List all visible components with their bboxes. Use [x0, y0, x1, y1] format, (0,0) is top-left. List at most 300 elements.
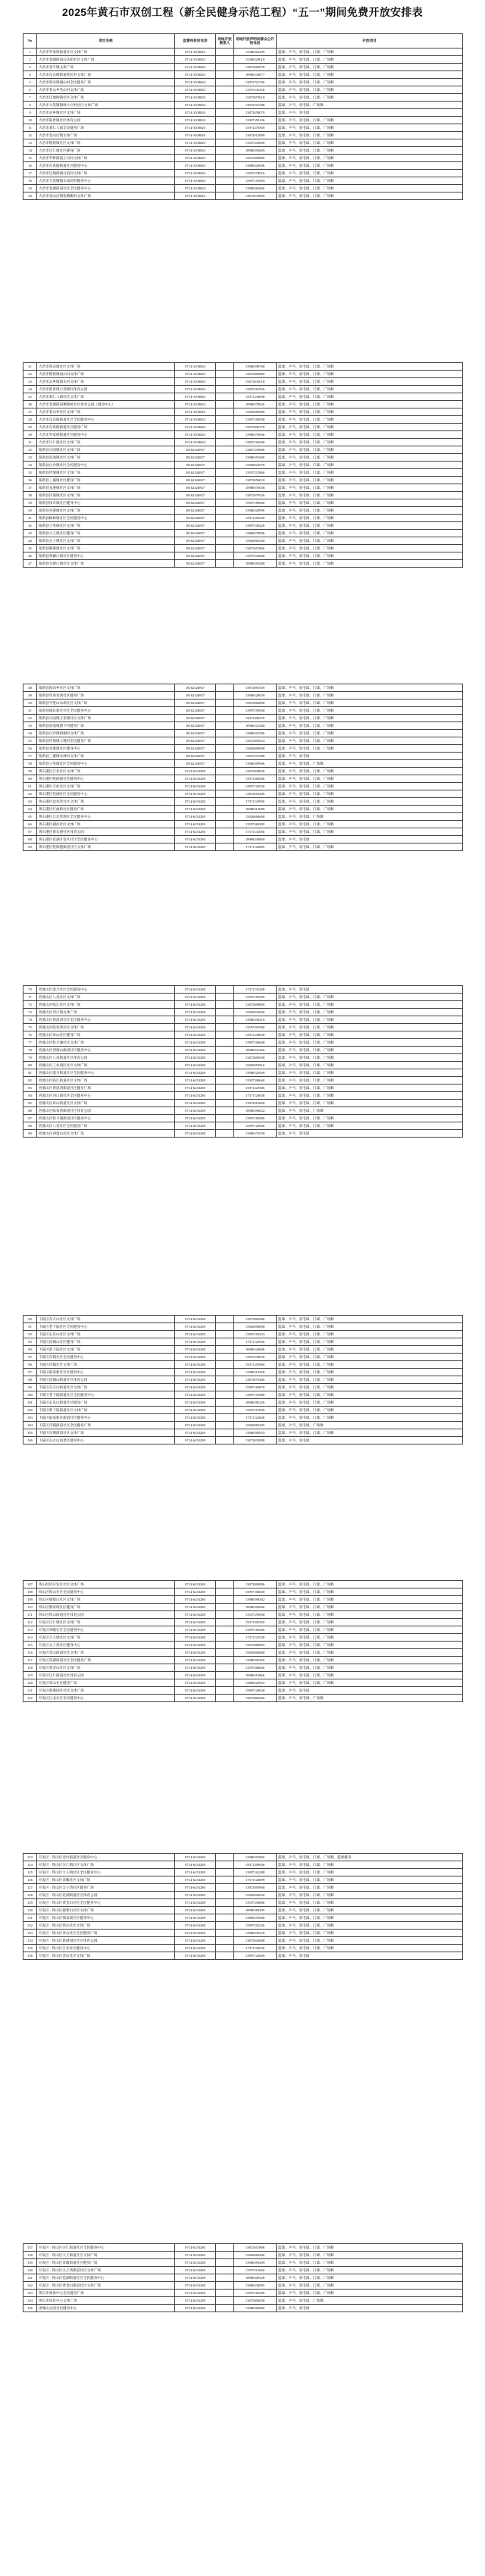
- cell-project: 篮球、乒乓、羽毛球、门球、广场舞: [277, 94, 463, 102]
- cell-no: 102: [23, 1407, 37, 1414]
- cell-no: 81: [23, 1069, 37, 1077]
- table-row: [23, 684, 463, 692]
- cell-phone: 15826920630: [234, 1892, 277, 1899]
- cell-no: 128: [23, 1892, 37, 1899]
- cell-person: [216, 1899, 234, 1907]
- cell-project: 篮球、乒乓、羽毛球、门球、广场舞: [277, 737, 463, 745]
- cell-no: 133: [23, 1930, 37, 1937]
- cell-tel: 18162326837: [175, 745, 216, 753]
- cell-project: 篮球、乒乓、羽毛球、门球、广场舞: [277, 768, 463, 775]
- cell-project: 篮球、乒乓、羽毛球、门球、广场舞、篮球健身: [277, 1854, 463, 1861]
- cell-project: 篮球、乒乓、羽毛球: [277, 753, 463, 760]
- cell-project: 篮球、乒乓、羽毛球、门球、广场舞: [277, 1054, 463, 1062]
- cell-name: 阳新县枫林镇社区全民健身中心: [37, 515, 175, 522]
- cell-phone: 15997155003: [234, 177, 277, 185]
- cell-person: [216, 439, 234, 446]
- cell-no: 57: [23, 753, 37, 760]
- cell-project: 篮球、乒乓、羽毛球: [277, 1130, 463, 1138]
- cell-tel: 0714-3108020: [175, 177, 216, 185]
- cell-name: 西塞山区八泉街道社区体育公园: [37, 1054, 175, 1062]
- cell-phone: 15872009880: [234, 155, 277, 162]
- cell-tel: 18162326837: [175, 492, 216, 499]
- cell-project: 篮球、乒乓、羽毛球、门球、广场舞: [277, 560, 463, 568]
- cell-no: 104: [23, 1422, 37, 1429]
- cell-phone: 15071206578: [234, 715, 277, 722]
- cell-tel: 0714-3108020: [175, 86, 216, 94]
- cell-name: 开发区 · 铁山区太子湾街道社区文体广场: [37, 2267, 175, 2274]
- table-row: [23, 1914, 463, 1922]
- cell-tel: 0714-6233280: [175, 1062, 216, 1069]
- cell-name: 开发区 · 铁山区金山社区文体广场: [37, 1952, 175, 1960]
- cell-project: 篮球、乒乓、羽毛球、门球、广场舞: [277, 170, 463, 177]
- table-row: [23, 715, 463, 722]
- cell-name: 铁山区铁山社区全民健身中心: [37, 1588, 175, 1596]
- cell-person: [216, 192, 234, 200]
- cell-tel: 0714-6233280: [175, 1861, 216, 1869]
- cell-project: 篮球、乒乓、羽毛球、门球、广场舞: [277, 1016, 463, 1024]
- cell-project: 篮球、乒乓、羽毛球、门球、广场舞: [277, 117, 463, 124]
- table-row: [23, 1039, 463, 1047]
- cell-no: 55: [23, 737, 37, 745]
- cell-tel: 0714-6233280: [175, 1679, 216, 1687]
- cell-person: [216, 1384, 234, 1391]
- cell-project: 篮球、乒乓、羽毛球、门球、广场舞: [277, 56, 463, 64]
- table-row: [23, 783, 463, 790]
- cell-phone: 15071209836: [234, 1861, 277, 1869]
- cell-project: 篮球、乒乓、羽毛球、门球、广场舞: [277, 1031, 463, 1039]
- cell-tel: 0714-6233280: [175, 1414, 216, 1422]
- cell-phone: 15071205369: [234, 1619, 277, 1626]
- table-row: [23, 1892, 463, 1899]
- cell-no: 24: [23, 386, 37, 393]
- cell-name: 西塞山区临江社区文体广场: [37, 1001, 175, 1009]
- cell-tel: 0714-6233280: [175, 1437, 216, 1445]
- cell-project: 篮球、乒乓、羽毛球、门球、广场舞: [277, 692, 463, 700]
- cell-project: 篮球、乒乓、羽毛球、门球、广场舞: [277, 2267, 463, 2274]
- cell-person: [216, 692, 234, 700]
- cell-name: 阳新县黄颡口镇社区健身中心: [37, 552, 175, 560]
- cell-phone: 13597215669: [234, 2267, 277, 2274]
- cell-name: 开发区 · 铁山区黄金山街道社区文体广场: [37, 2282, 175, 2290]
- cell-tel: 0714-6233280: [175, 2290, 216, 2297]
- cell-project: 篮球、乒乓、羽毛球、门球、广场舞: [277, 1384, 463, 1391]
- cell-project: 篮球、乒乓、羽毛球: [277, 1687, 463, 1695]
- cell-person: [216, 499, 234, 507]
- cell-phone: 13997182689: [234, 1115, 277, 1122]
- cell-no: 28: [23, 416, 37, 424]
- cell-phone: 13872062886: [234, 1316, 277, 1323]
- table-row: [23, 745, 463, 753]
- cell-person: [216, 1115, 234, 1122]
- cell-name: 下陆区陆家新区街道社区健身中心: [37, 1414, 175, 1422]
- table-row: [23, 2259, 463, 2267]
- table-row: [23, 507, 463, 515]
- cell-no: 50: [23, 700, 37, 707]
- table-row: [23, 431, 463, 439]
- cell-name: 下陆区东钢街道社区文体广场: [37, 1429, 175, 1437]
- cell-phone: 15997160878: [234, 1384, 277, 1391]
- cell-person: [216, 1854, 234, 1861]
- cell-project: 篮球、乒乓、羽毛球、广场舞: [277, 2297, 463, 2305]
- table-row: [23, 386, 463, 393]
- table-row: [23, 1876, 463, 1884]
- cell-no: 123: [23, 1854, 37, 1861]
- table-row: [23, 730, 463, 737]
- cell-phone: 13597232358: [234, 86, 277, 94]
- cell-phone: 18986523368: [234, 722, 277, 730]
- cell-no: 29: [23, 424, 37, 431]
- cell-project: 篮球、乒乓、羽毛球、门球、广场舞: [277, 86, 463, 94]
- cell-phone: 13872701388: [234, 102, 277, 109]
- cell-person: [216, 177, 234, 185]
- cell-person: [216, 2305, 234, 2312]
- cell-tel: 0714-6233280: [175, 1642, 216, 1649]
- cell-project: 篮球、乒乓、羽毛球、门球、广场舞: [277, 530, 463, 537]
- cell-person: [216, 117, 234, 124]
- table-row: [23, 424, 463, 431]
- cell-name: 开发区 · 铁山区江北社区健身中心: [37, 1945, 175, 1952]
- cell-project: 篮球、乒乓、羽毛球、门球、广场舞: [277, 2274, 463, 2282]
- cell-name: 阳新县富池镇港下村健身广场: [37, 722, 175, 730]
- cell-phone: 17371120885: [234, 844, 277, 851]
- cell-name: 铁山区熊家境社区健身广场: [37, 1604, 175, 1611]
- cell-name: 大冶市茗山乡茗山村文体广场: [37, 86, 175, 94]
- cell-person: [216, 132, 234, 139]
- table-row: [23, 1092, 463, 1100]
- cell-person: [216, 2297, 234, 2305]
- cell-project: 篮球、乒乓、羽毛球、门球、广场舞: [277, 1001, 463, 1009]
- cell-project: 篮球、乒乓、羽毛球、门球、广场舞: [277, 371, 463, 378]
- cell-no: 3: [23, 64, 37, 71]
- cell-project: 篮球、乒乓、羽毛球、门球、广场舞: [277, 1907, 463, 1914]
- cell-tel: 18162326837: [175, 545, 216, 552]
- cell-name: 大冶市保安镇湖山村全民健身广场: [37, 79, 175, 86]
- cell-name: 阳新县白沙镇梧桐村文体广场: [37, 730, 175, 737]
- cell-no: 85: [23, 1100, 37, 1107]
- cell-phone: 18986530077: [234, 71, 277, 79]
- cell-name: 下陆区肖铺街道社区全民健身广场: [37, 1422, 175, 1429]
- cell-person: [216, 1031, 234, 1039]
- cell-name: 西塞山区澄月街道社区全民健身中心: [37, 1069, 175, 1077]
- cell-name: 大冶市罗家桥街道社区文体广场: [37, 49, 175, 56]
- cell-no: 139: [23, 2259, 37, 2267]
- table-page: [23, 362, 462, 568]
- cell-project: 篮球、乒乓、羽毛球、门球、广场舞: [277, 1100, 463, 1107]
- table-row: [23, 821, 463, 828]
- cell-project: 篮球、乒乓、羽毛球、门球、广场舞: [277, 378, 463, 386]
- cell-person: [216, 1869, 234, 1876]
- cell-person: [216, 1657, 234, 1664]
- cell-name: 开发区汪仁街道社区体育公园: [37, 1672, 175, 1679]
- cell-no: 32: [23, 446, 37, 454]
- cell-no: 66: [23, 821, 37, 828]
- cell-person: [216, 1937, 234, 1945]
- table-row: [23, 1122, 463, 1130]
- table-row: [23, 94, 463, 102]
- cell-phone: 18986526806: [234, 1346, 277, 1354]
- cell-name: 大冶市金湖街道社区全民健身中心: [37, 185, 175, 192]
- table-row: [23, 1369, 463, 1376]
- cell-no: 61: [23, 783, 37, 790]
- table-row: [23, 1861, 463, 1869]
- cell-name: 开发区 · 铁山区黄金山社区全民健身中心: [37, 1899, 175, 1907]
- cell-person: [216, 813, 234, 821]
- cell-phone: 18986576038: [234, 484, 277, 492]
- cell-tel: 0714-3108020: [175, 117, 216, 124]
- cell-project: 篮球、乒乓、羽毛球、广场舞: [277, 1107, 463, 1115]
- cell-tel: 0714-6233280: [175, 1884, 216, 1892]
- cell-tel: 0714-6233280: [175, 1407, 216, 1414]
- cell-person: [216, 515, 234, 522]
- cell-phone: 13872098869: [234, 1001, 277, 1009]
- cell-phone: 15997102236: [234, 1922, 277, 1930]
- table-row: [23, 499, 463, 507]
- cell-person: [216, 1892, 234, 1899]
- cell-tel: 0714-6233280: [175, 1100, 216, 1107]
- table-row: [23, 1930, 463, 1937]
- cell-tel: 0714-3108020: [175, 363, 216, 371]
- table-row: [23, 1130, 463, 1138]
- cell-tel: 0714-6233280: [175, 1115, 216, 1122]
- cell-person: [216, 1346, 234, 1354]
- cell-tel: 0714-6233280: [175, 2244, 216, 2252]
- table-row: [23, 2282, 463, 2290]
- cell-person: [216, 393, 234, 401]
- table-row: [23, 1346, 463, 1354]
- cell-name: 大冶市还地桥镇社区文体广场: [37, 94, 175, 102]
- cell-project: 篮球、乒乓、羽毛球、门球、广场舞: [277, 2252, 463, 2259]
- cell-no: 54: [23, 730, 37, 737]
- cell-name: 阳新县陶港镇社区文体广场: [37, 545, 175, 552]
- cell-person: [216, 2267, 234, 2274]
- cell-no: 16: [23, 162, 37, 170]
- table-row: [23, 1657, 463, 1664]
- cell-project: 篮球、乒乓、羽毛球、门球、广场舞: [277, 745, 463, 753]
- cell-phone: 13886555068: [234, 1914, 277, 1922]
- table-row: [23, 1077, 463, 1085]
- cell-person: [216, 1914, 234, 1922]
- cell-project: 篮球、乒乓、羽毛球、门球、广场舞: [277, 1414, 463, 1422]
- cell-person: [216, 1604, 234, 1611]
- table-row: [23, 707, 463, 715]
- cell-person: [216, 1001, 234, 1009]
- cell-person: [216, 700, 234, 707]
- cell-person: [216, 745, 234, 753]
- table-row: [23, 401, 463, 408]
- cell-no: 100: [23, 1391, 37, 1399]
- cell-name: 开发区新港园区社区文体广场: [37, 1687, 175, 1695]
- cell-phone: 18986568299: [234, 1907, 277, 1914]
- cell-no: 88: [23, 1122, 37, 1130]
- table-row: [23, 1338, 463, 1346]
- cell-project: 篮球、乒乓、羽毛球、门球、广场舞: [277, 177, 463, 185]
- cell-tel: 0714-3108020: [175, 393, 216, 401]
- cell-tel: 0714-6233280: [175, 2297, 216, 2305]
- cell-phone: 13986576066: [234, 431, 277, 439]
- cell-person: [216, 401, 234, 408]
- cell-person: [216, 986, 234, 994]
- cell-phone: 13872065889: [234, 371, 277, 378]
- cell-name: 黄石港区胜阳港街道社区文体广场: [37, 844, 175, 851]
- cell-name: 黄石港区花湖开发区社区全民健身中心: [37, 836, 175, 844]
- cell-project: 篮球、乒乓、羽毛球、门球、广场舞: [277, 2282, 463, 2290]
- table-row: [23, 2297, 463, 2305]
- cell-person: [216, 102, 234, 109]
- cell-name: 大冶市还地桥镇白浪村文体广场: [37, 170, 175, 177]
- cell-name: 开发区 · 铁山区大王镇社区全民健身中心: [37, 1869, 175, 1876]
- cell-person: [216, 1876, 234, 1884]
- cell-no: 40: [23, 507, 37, 515]
- cell-no: 33: [23, 454, 37, 462]
- cell-name: 开发区章畈社区全民健身中心: [37, 1626, 175, 1634]
- table-row: [23, 155, 463, 162]
- cell-project: 篮球、乒乓、羽毛球、门球、广场舞: [277, 424, 463, 431]
- cell-tel: 0714-6233280: [175, 1429, 216, 1437]
- schedule-table: [23, 33, 463, 200]
- cell-phone: 13986570338: [234, 1130, 277, 1138]
- cell-tel: 0714-6233280: [175, 1937, 216, 1945]
- cell-project: 篮球、乒乓、羽毛球、门球、广场舞: [277, 393, 463, 401]
- table-row: [23, 1687, 463, 1695]
- cell-person: [216, 1422, 234, 1429]
- table-row: [23, 1884, 463, 1892]
- cell-name: 铁山区铁山街道社区体育公园: [37, 1611, 175, 1619]
- cell-project: 篮球、乒乓、羽毛球、门球、广场舞: [277, 1376, 463, 1384]
- cell-project: 篮球、乒乓、羽毛球: [277, 836, 463, 844]
- cell-no: 143: [23, 2290, 37, 2297]
- cell-person: [216, 416, 234, 424]
- cell-project: 篮球、乒乓、羽毛球、门球、广场舞: [277, 707, 463, 715]
- table-row: [23, 1695, 463, 1702]
- cell-name: 开发区花湖街道社区全民健身广场: [37, 1657, 175, 1664]
- cell-tel: 18162326837: [175, 760, 216, 768]
- cell-phone: 13986528039: [234, 692, 277, 700]
- cell-project: 篮球、乒乓、羽毛球: [277, 109, 463, 117]
- table-row: [23, 162, 463, 170]
- cell-person: [216, 715, 234, 722]
- cell-name: 大冶市东岳路街道新民村文体广场: [37, 71, 175, 79]
- cell-person: [216, 1922, 234, 1930]
- cell-no: 35: [23, 469, 37, 477]
- cell-no: 130: [23, 1907, 37, 1914]
- table-row: [23, 1316, 463, 1323]
- cell-no: 144: [23, 2297, 37, 2305]
- cell-name: 下陆区长乐山社区文体广场: [37, 1331, 175, 1338]
- cell-phone: 13872079526: [234, 492, 277, 499]
- cell-no: 76: [23, 1031, 37, 1039]
- cell-name: 黄石港区黄石港社区体育公园: [37, 828, 175, 836]
- table-page: [23, 1853, 462, 1960]
- cell-tel: 0714-6233280: [175, 1634, 216, 1642]
- cell-name: 大冶市殷祖镇社区文体广场: [37, 139, 175, 147]
- cell-tel: 0714-3108020: [175, 185, 216, 192]
- cell-no: 127: [23, 1884, 37, 1892]
- cell-tel: 0714-6233280: [175, 1876, 216, 1884]
- cell-no: 51: [23, 707, 37, 715]
- table-row: [23, 1331, 463, 1338]
- cell-phone: 13986551680: [234, 454, 277, 462]
- table-row: [23, 2290, 463, 2297]
- schedule-table: [23, 1315, 463, 1445]
- cell-tel: 0714-6233280: [175, 1338, 216, 1346]
- cell-tel: 0714-6233280: [175, 1323, 216, 1331]
- cell-tel: 0714-6233280: [175, 1657, 216, 1664]
- table-row: [23, 700, 463, 707]
- cell-name: 开发区 · 铁山区鹿獐山社区文体广场: [37, 1907, 175, 1914]
- cell-name: 黄石经济开发区社区文体广场: [37, 1581, 175, 1588]
- cell-person: [216, 1100, 234, 1107]
- cell-name: 阳新县洋港镇社区文体广场: [37, 492, 175, 499]
- cell-project: 篮球、乒乓、羽毛球、门球、广场舞: [277, 1407, 463, 1414]
- cell-tel: 0714-6233280: [175, 1354, 216, 1361]
- cell-phone: 15997189660: [234, 499, 277, 507]
- cell-tel: 18162326837: [175, 499, 216, 507]
- cell-name: 西塞山区西塞山街道社区健身中心: [37, 1047, 175, 1054]
- cell-tel: 0714-6233280: [175, 1588, 216, 1596]
- cell-phone: 17371126099: [234, 1876, 277, 1884]
- cell-tel: 0714-6233280: [175, 1085, 216, 1092]
- cell-project: 篮球、乒乓、羽毛球、门球、广场舞: [277, 775, 463, 783]
- cell-phone: 13886585033: [234, 1429, 277, 1437]
- cell-person: [216, 1039, 234, 1047]
- header-row: [23, 34, 463, 49]
- cell-person: [216, 722, 234, 730]
- cell-project: 篮球、乒乓、羽毛球、门球、广场舞: [277, 1619, 463, 1626]
- table-row: [23, 1611, 463, 1619]
- table-row: [23, 1069, 463, 1077]
- cell-phone: 13872069038: [234, 1054, 277, 1062]
- cell-person: [216, 484, 234, 492]
- cell-no: 74: [23, 1016, 37, 1024]
- cell-phone: 18986509328: [234, 2274, 277, 2282]
- cell-phone: 13997190568: [234, 707, 277, 715]
- cell-name: 开发区 · 铁山区花湖街道社区全民健身中心: [37, 2274, 175, 2282]
- table-row: [23, 492, 463, 499]
- cell-project: 篮球、乒乓、羽毛球、门球、广场舞: [277, 537, 463, 545]
- table-row: [23, 363, 463, 371]
- cell-no: 23: [23, 378, 37, 386]
- table-row: [23, 522, 463, 530]
- cell-name: 开发区 · 铁山区花湖街道社区体育公园: [37, 1892, 175, 1899]
- table-row: [23, 798, 463, 806]
- table-row: [23, 2274, 463, 2282]
- cell-project: 篮球、乒乓、羽毛球、门球、广场舞: [277, 162, 463, 170]
- cell-project: 篮球、乒乓、羽毛球、门球、广场舞: [277, 1391, 463, 1399]
- table-row: [23, 378, 463, 386]
- cell-name: 西塞山区澄月社区全民健身中心: [37, 986, 175, 994]
- cell-person: [216, 1679, 234, 1687]
- cell-name: 开发区 · 铁山区铁山社区文体广场: [37, 1922, 175, 1930]
- cell-name: 开发区 · 铁山区大王街道社区文体广场: [37, 2252, 175, 2259]
- cell-project: 篮球、乒乓、羽毛球、门球、广场舞: [277, 1361, 463, 1369]
- cell-project: 篮球、乒乓、羽毛球、门球、广场舞: [277, 2259, 463, 2267]
- cell-person: [216, 56, 234, 64]
- cell-no: 69: [23, 844, 37, 851]
- cell-no: 114: [23, 1634, 37, 1642]
- cell-person: [216, 522, 234, 530]
- table-row: [23, 79, 463, 86]
- cell-project: 篮球、乒乓、羽毛球、门球、广场舞: [277, 49, 463, 56]
- cell-tel: 0714-6233280: [175, 1892, 216, 1899]
- cell-no: 97: [23, 1369, 37, 1376]
- cell-project: 篮球、乒乓、羽毛球、门球、广场舞: [277, 1588, 463, 1596]
- cell-tel: 0714-3108020: [175, 147, 216, 155]
- cell-phone: 13597205580: [234, 1024, 277, 1031]
- cell-phone: 15826960328: [234, 537, 277, 545]
- cell-project: 篮球、乒乓、羽毛球、门球、广场舞: [277, 1039, 463, 1047]
- cell-name: 大冶市大箕铺镇柯大兴村社区文体广场: [37, 102, 175, 109]
- cell-person: [216, 806, 234, 813]
